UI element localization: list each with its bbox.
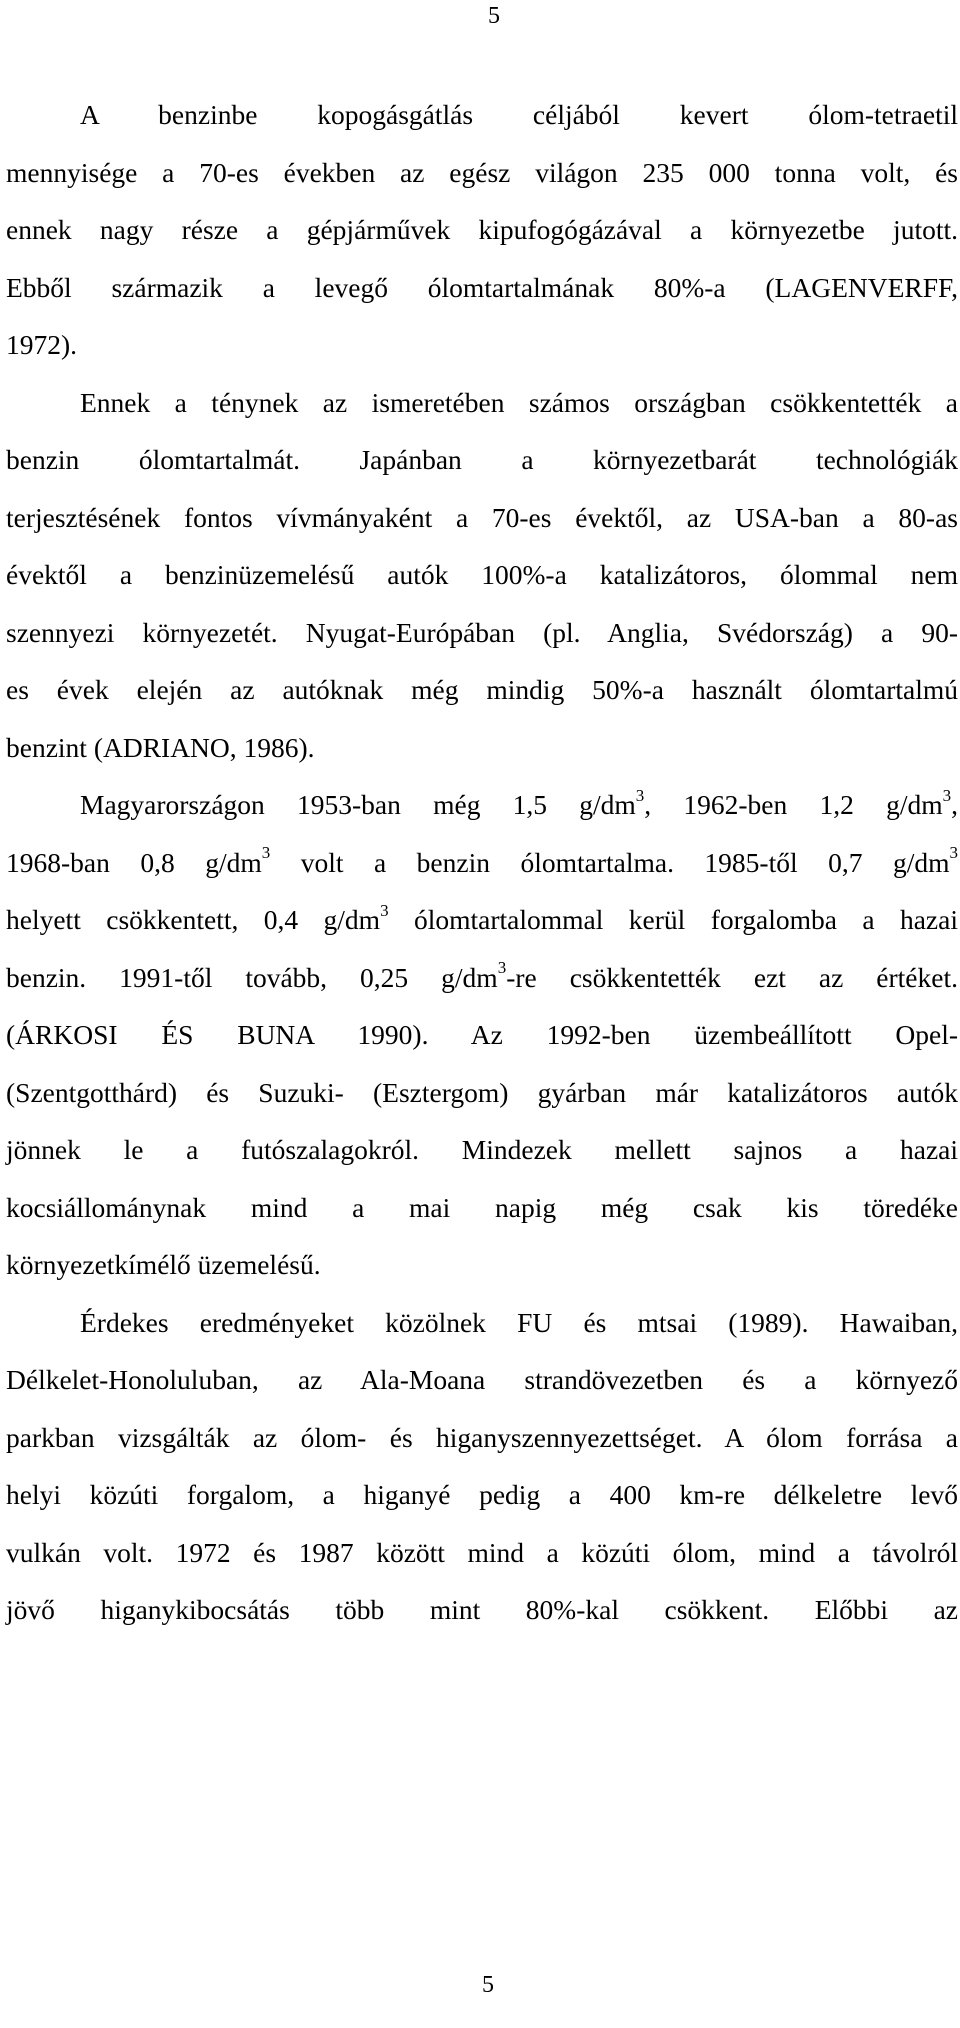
text-line: 1972). xyxy=(6,329,78,360)
text-line: Ennek a ténynek az ismeretében számos országban csökkentették a xyxy=(80,386,958,418)
superscript: 3 xyxy=(942,785,952,805)
text-line: Délkelet-Honoluluban, az Ala-Moana strandövezetben és a környező xyxy=(6,1364,958,1395)
paragraph-1 xyxy=(6,86,958,374)
text-segment: Magyarországon 1953-ban még 1,5 g/dm xyxy=(80,789,636,820)
text-segment: , 1962-ben 1,2 g/dm xyxy=(644,789,943,820)
text-line: jövő higanykibocsátás több mint 80%-kal csökkent. Előbbi az xyxy=(6,1594,958,1625)
text-line: mennyisége a 70-es években az egész világon 235 000 tonna volt, és xyxy=(6,156,958,188)
text-segment: benzin. 1991-től tovább, 0,25 g/dm xyxy=(6,961,498,993)
text-line: ennek nagy része a gépjárművek kipufogógázával a környezetbe jutott. xyxy=(6,214,958,245)
text-line: (Szentgotthárd) és Suzuki- (Esztergom) gyárban már katalizátoros autók xyxy=(6,1076,958,1108)
superscript: 3 xyxy=(497,958,507,978)
text-line: jönnek le a futószalagokról. Mindezek mellett sajnos a hazai xyxy=(6,1134,958,1165)
text-segment: helyett csökkentett, 0,4 g/dm xyxy=(6,904,381,935)
text-segment: volt a benzin ólomtartalma. 1985-től 0,7 g/dm xyxy=(270,846,950,878)
text-line xyxy=(6,776,958,834)
text-line: szennyezi környezetét. Nyugat-Európában (pl. Anglia, Svédország) a 90- xyxy=(6,616,958,648)
text-line: évektől a benzinüzemelésű autók 100%-a katalizátoros, ólommal nem xyxy=(6,559,958,590)
superscript: 3 xyxy=(635,785,645,805)
paragraph-4 xyxy=(6,1294,958,1639)
text-line xyxy=(0,949,958,1007)
superscript: 3 xyxy=(949,843,958,863)
text-line: A benzinbe kopogásgátlás céljából kevert ólom-tetraetil xyxy=(80,99,958,130)
page-number-bottom: 5 xyxy=(482,1972,494,1998)
text-segment: ólomtartalommal kerül forgalomba a hazai xyxy=(388,904,958,935)
text-segment: 1968-ban 0,8 g/dm xyxy=(6,846,262,878)
text-line: parkban vizsgálták az ólom- és higanyszennyezettséget. A ólom forrása a xyxy=(6,1421,958,1453)
text-line: terjesztésének fontos vívmányaként a 70-es évektől, az USA-ban a 80-as xyxy=(6,501,958,533)
text-line: helyi közúti forgalom, a higanyé pedig a 400 km-re délkeletre levő xyxy=(6,1479,958,1510)
superscript: 3 xyxy=(380,900,389,920)
paragraph-2 xyxy=(6,374,958,777)
text-segment: -re csökkentették ezt az értéket. xyxy=(506,961,958,993)
text-line: es évek elején az autóknak még mindig 50%-a használt ólomtartalmú xyxy=(6,674,958,705)
text-line: benzint (ADRIANO, 1986). xyxy=(6,731,315,763)
superscript: 3 xyxy=(261,843,271,863)
paragraph-3 xyxy=(6,776,958,1294)
text-line: környezetkímélő üzemelésű. xyxy=(6,1249,321,1280)
body-text xyxy=(6,86,958,1639)
text-line: (ÁRKOSI ÉS BUNA 1990). Az 1992-ben üzembeállított Opel- xyxy=(6,1019,958,1050)
text-line xyxy=(0,891,958,949)
text-line xyxy=(0,834,958,892)
text-line: benzin ólomtartalmát. Japánban a környezetbarát technológiák xyxy=(6,444,958,475)
text-segment: , xyxy=(951,789,958,820)
text-line: kocsiállománynak mind a mai napig még csak kis töredéke xyxy=(6,1191,958,1223)
text-line: vulkán volt. 1972 és 1987 között mind a közúti ólom, mind a távolról xyxy=(6,1536,958,1568)
text-line: Ebből származik a levegő ólomtartalmának 80%-a (LAGENVERFF, xyxy=(6,271,958,303)
text-line: Érdekes eredményeket közölnek FU és mtsai (1989). Hawaiban, xyxy=(80,1306,958,1338)
page-number-top: 5 xyxy=(488,3,500,29)
